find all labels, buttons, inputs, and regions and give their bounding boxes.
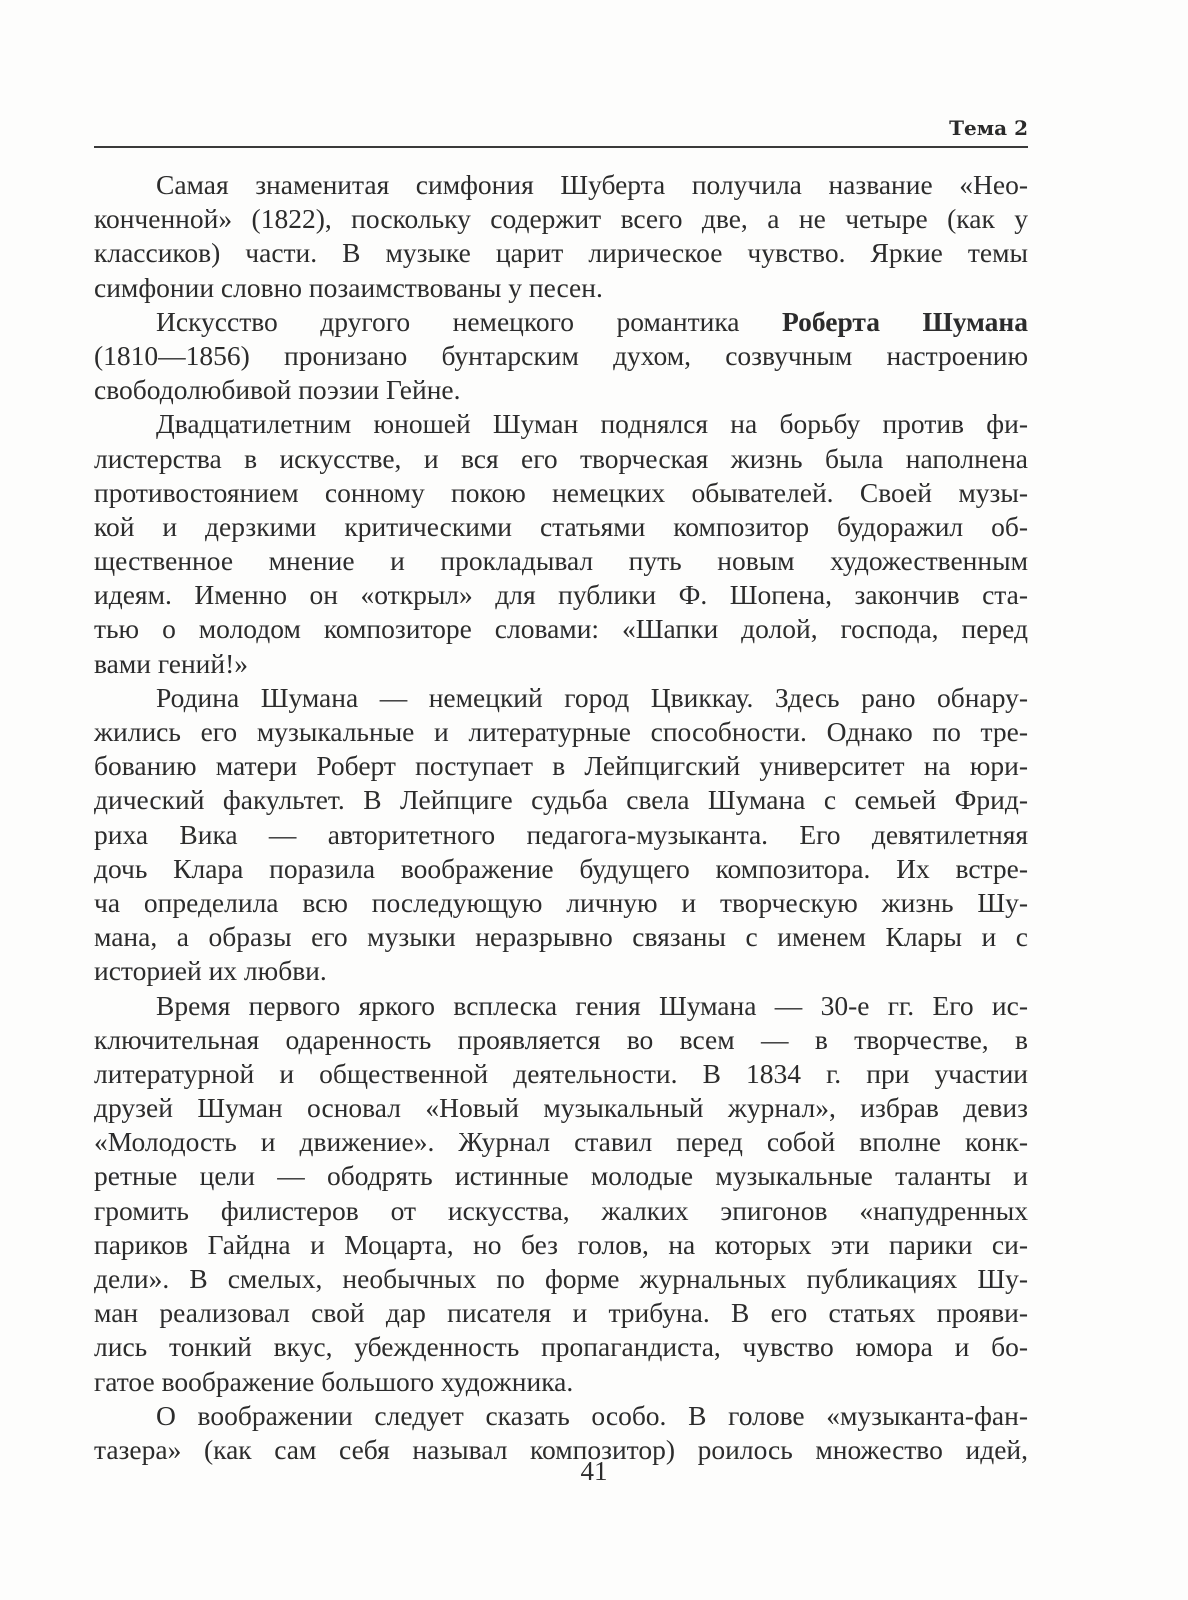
text-line: бованию матери Роберт поступает в Лейпцигский университет на юри- <box>94 750 1028 782</box>
text-line: Родина Шумана — немецкий город Цвиккау. Здесь рано обнару- <box>156 681 1028 713</box>
text-line: симфонии словно позаимствованы у песен. <box>94 271 603 303</box>
text-line: риха Вика — авторитетного педагога-музыканта. Его девятилетняя <box>94 818 1028 850</box>
text-fragment: Искусство другого немецкого романтика <box>156 305 740 337</box>
text-line: О воображении следует сказать особо. В голове «музыканта-фан- <box>156 1399 1028 1431</box>
text-line <box>94 305 1028 339</box>
text-line: жились его музыкальные и литературные способности. Однако по тре- <box>94 716 1028 747</box>
text-line: тазера» (как сам себя называл композитор) роилось множество идей, <box>94 1433 1028 1465</box>
text-line: друзей Шуман основал «Новый музыкальный журнал», избрав девиз <box>94 1092 1028 1124</box>
text-line: (1810—1856) пронизано бунтарским духом, созвучным настроению <box>94 339 1028 371</box>
text-line: Время первого яркого всплеска гения Шумана — 30-е гг. Его ис- <box>156 989 1028 1021</box>
text-line: противостоянием сонному покою немецких обывателей. Своей музы- <box>94 476 1028 508</box>
text-line: париков Гайдна и Моцарта, но без голов, на которых эти парики си- <box>94 1228 1028 1260</box>
text-line: литературной и общественной деятельности. В 1834 г. при участии <box>94 1057 1028 1089</box>
text-line: конченной» (1822), поскольку содержит всего две, а не четыре (как у <box>94 203 1028 235</box>
text-line: дочь Клара поразила воображение будущего композитора. Их встре- <box>94 852 1028 884</box>
paragraph-1 <box>94 168 1028 305</box>
composer-name-bold: Роберта Шумана <box>782 305 1029 337</box>
text-line: ключительная одаренность проявляется во всем — в творчестве, в <box>94 1023 1028 1055</box>
paragraph-2 <box>94 305 1028 408</box>
text-line: ман реализовал свой дар писателя и трибуна. В его статьях прояви- <box>94 1297 1028 1329</box>
paragraph-4 <box>94 681 1028 989</box>
text-line: Двадцатилетним юношей Шуман поднялся на борьбу против фи- <box>156 408 1028 440</box>
text-line: лись тонкий вкус, убежденность пропагандиста, чувство юмора и бо- <box>94 1331 1028 1363</box>
page-number: 41 <box>580 1456 608 1486</box>
text-line: тью о молодом композиторе словами: «Шапки долой, господа, перед <box>94 613 1028 645</box>
paragraph-3 <box>94 407 1028 681</box>
text-line: дический факультет. В Лейпциге судьба свела Шумана с семьей Фрид- <box>94 784 1028 816</box>
body-text <box>94 168 1028 1467</box>
text-line: кой и дерзкими критическими статьями композитор будоражил об- <box>94 510 1028 542</box>
text-line: громить филистеров от искусства, жалких эпигонов «напудренных <box>94 1194 1028 1226</box>
text-line: «Молодость и движение». Журнал ставил перед собой вполне конк- <box>94 1126 1028 1158</box>
paragraph-5 <box>94 989 1028 1399</box>
text-line: дели». В смелых, необычных по форме журнальных публикациях Шу- <box>94 1263 1028 1294</box>
running-header <box>94 112 1028 148</box>
text-line: вами гений!» <box>94 647 249 679</box>
text-line: классиков) части. В музыке царит лирическое чувство. Яркие темы <box>94 237 1028 269</box>
text-line: ретные цели — ободрять истинные молодые музыкальные таланты и <box>94 1160 1028 1192</box>
text-line: гатое воображение большого художника. <box>94 1365 574 1397</box>
text-line: мана, а образы его музыки неразрывно связаны с именем Клары и с <box>94 921 1028 953</box>
text-line: свободолюбивой поэзии Гейне. <box>94 374 461 406</box>
text-line: Самая знаменитая симфония Шуберта получила название «Нео- <box>156 169 1028 200</box>
text-line: щественное мнение и прокладывал путь новым художественным <box>94 545 1028 577</box>
text-line: ча определила всю последующую личную и творческую жизнь Шу- <box>94 886 1028 918</box>
text-line: листерства в искусстве, и вся его творческая жизнь была наполнена <box>94 442 1028 474</box>
text-line: историей их любви. <box>94 955 327 987</box>
text-line: идеям. Именно он «открыл» для публики Ф. Шопена, закончив ста- <box>94 579 1028 611</box>
section-label: Тема 2 <box>949 116 1028 140</box>
